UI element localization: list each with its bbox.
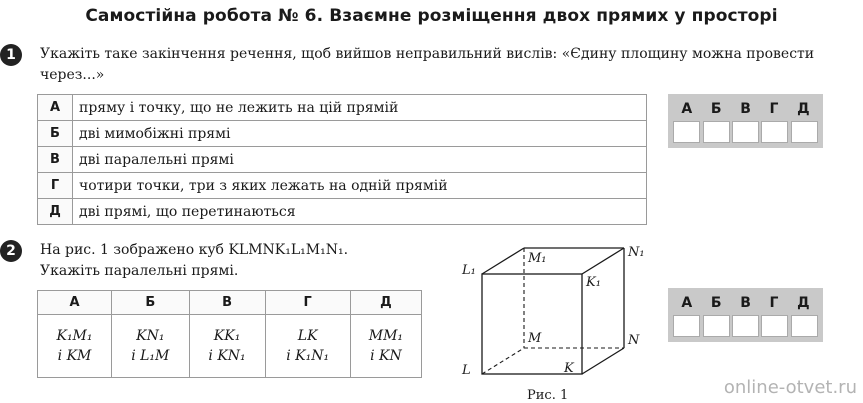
vertex-label-k1: K₁ — [586, 275, 601, 290]
cube-hidden-edge — [482, 348, 524, 374]
cube-front-face — [482, 274, 582, 374]
vertex-label-n1: N₁ — [628, 245, 645, 260]
vertex-label-m: M — [528, 331, 542, 346]
answer-letter: В — [740, 295, 751, 311]
option-cell-text: KN₁ і L₁M — [131, 328, 170, 364]
answer-letter: Б — [710, 101, 722, 117]
answer-letter: В — [740, 101, 751, 117]
vertex-label-n: N — [628, 333, 640, 348]
option-d[interactable] — [38, 199, 647, 225]
vertex-label-l: L — [462, 363, 471, 378]
page-title: Самостійна робота № 6. Взаємне розміщення двох прямих у просторі — [85, 6, 778, 26]
option-cell-v[interactable] — [189, 315, 265, 378]
option-letter: В — [38, 147, 73, 173]
answer-letter: Б — [710, 295, 722, 311]
option-letter: Г — [38, 173, 73, 199]
answer-letter: Г — [769, 101, 779, 117]
question-1-answer-grid — [668, 94, 823, 148]
option-letter: Д — [38, 199, 73, 225]
option-b[interactable] — [38, 121, 647, 147]
option-cell-g[interactable] — [265, 315, 350, 378]
option-text: дві паралельні прямі — [73, 147, 647, 173]
answer-box-v[interactable] — [732, 315, 759, 337]
answer-box-a[interactable] — [673, 315, 700, 337]
cube-edge — [482, 248, 524, 274]
answer-box-d[interactable] — [791, 121, 818, 143]
vertex-label-l1: L₁ — [462, 263, 476, 278]
option-cell-a[interactable] — [38, 315, 112, 378]
question-2-text-line1: На рис. 1 зображено куб KLMNK₁L₁M₁N₁. — [40, 242, 349, 258]
answer-box-v[interactable] — [732, 121, 759, 143]
cube-edge — [582, 348, 624, 374]
vertex-label-k: K — [564, 361, 574, 376]
option-g[interactable] — [38, 173, 647, 199]
option-header: В — [189, 291, 265, 315]
question-2-answer-grid — [668, 288, 823, 342]
option-cell-d[interactable] — [350, 315, 421, 378]
answer-box-g[interactable] — [761, 315, 788, 337]
option-header: Д — [350, 291, 421, 315]
option-text: дві прямі, що перетинаються — [73, 199, 647, 225]
option-letter: А — [38, 95, 73, 121]
option-a[interactable] — [38, 95, 647, 121]
vertex-label-m1: M₁ — [528, 251, 547, 266]
question-2-options — [37, 290, 422, 378]
watermark: online-otvet.ru — [723, 377, 857, 398]
option-header: Г — [265, 291, 350, 315]
cube-edge — [582, 248, 624, 274]
option-letter: Б — [38, 121, 73, 147]
question-2-number: 2 — [0, 240, 22, 262]
answer-box-b[interactable] — [703, 315, 730, 337]
answer-letter: Г — [769, 295, 779, 311]
question-1-number: 1 — [0, 44, 22, 66]
option-cell-text: LK і K₁N₁ — [286, 328, 330, 364]
option-v[interactable] — [38, 147, 647, 173]
answer-letter: А — [681, 101, 693, 117]
cube-figure — [452, 238, 652, 386]
option-cell-b[interactable] — [112, 315, 190, 378]
option-text: пряму і точку, що не лежить на цій прямій — [73, 95, 647, 121]
answer-box-g[interactable] — [761, 121, 788, 143]
question-1-options — [37, 94, 647, 225]
option-text: чотири точки, три з яких лежать на одній прямій — [73, 173, 647, 199]
answer-letter: Д — [797, 295, 810, 311]
answer-box-a[interactable] — [673, 121, 700, 143]
option-header: Б — [112, 291, 190, 315]
question-1-text: Укажіть таке закінчення речення, щоб вийшов неправильний вислів: «Єдину площину можна провести через...» — [40, 46, 815, 83]
option-cell-text: MM₁ і KN — [368, 328, 404, 364]
option-text: дві мимобіжні прямі — [73, 121, 647, 147]
option-header: А — [38, 291, 112, 315]
answer-letter: Д — [797, 101, 810, 117]
answer-letter: А — [681, 295, 693, 311]
answer-box-b[interactable] — [703, 121, 730, 143]
option-cell-text: KK₁ і KN₁ — [208, 328, 246, 364]
answer-box-d[interactable] — [791, 315, 818, 337]
figure-caption: Рис. 1 — [527, 388, 569, 403]
option-cell-text: K₁M₁ і KM — [56, 328, 93, 364]
question-2-text-line2: Укажіть паралельні прямі. — [40, 263, 239, 279]
